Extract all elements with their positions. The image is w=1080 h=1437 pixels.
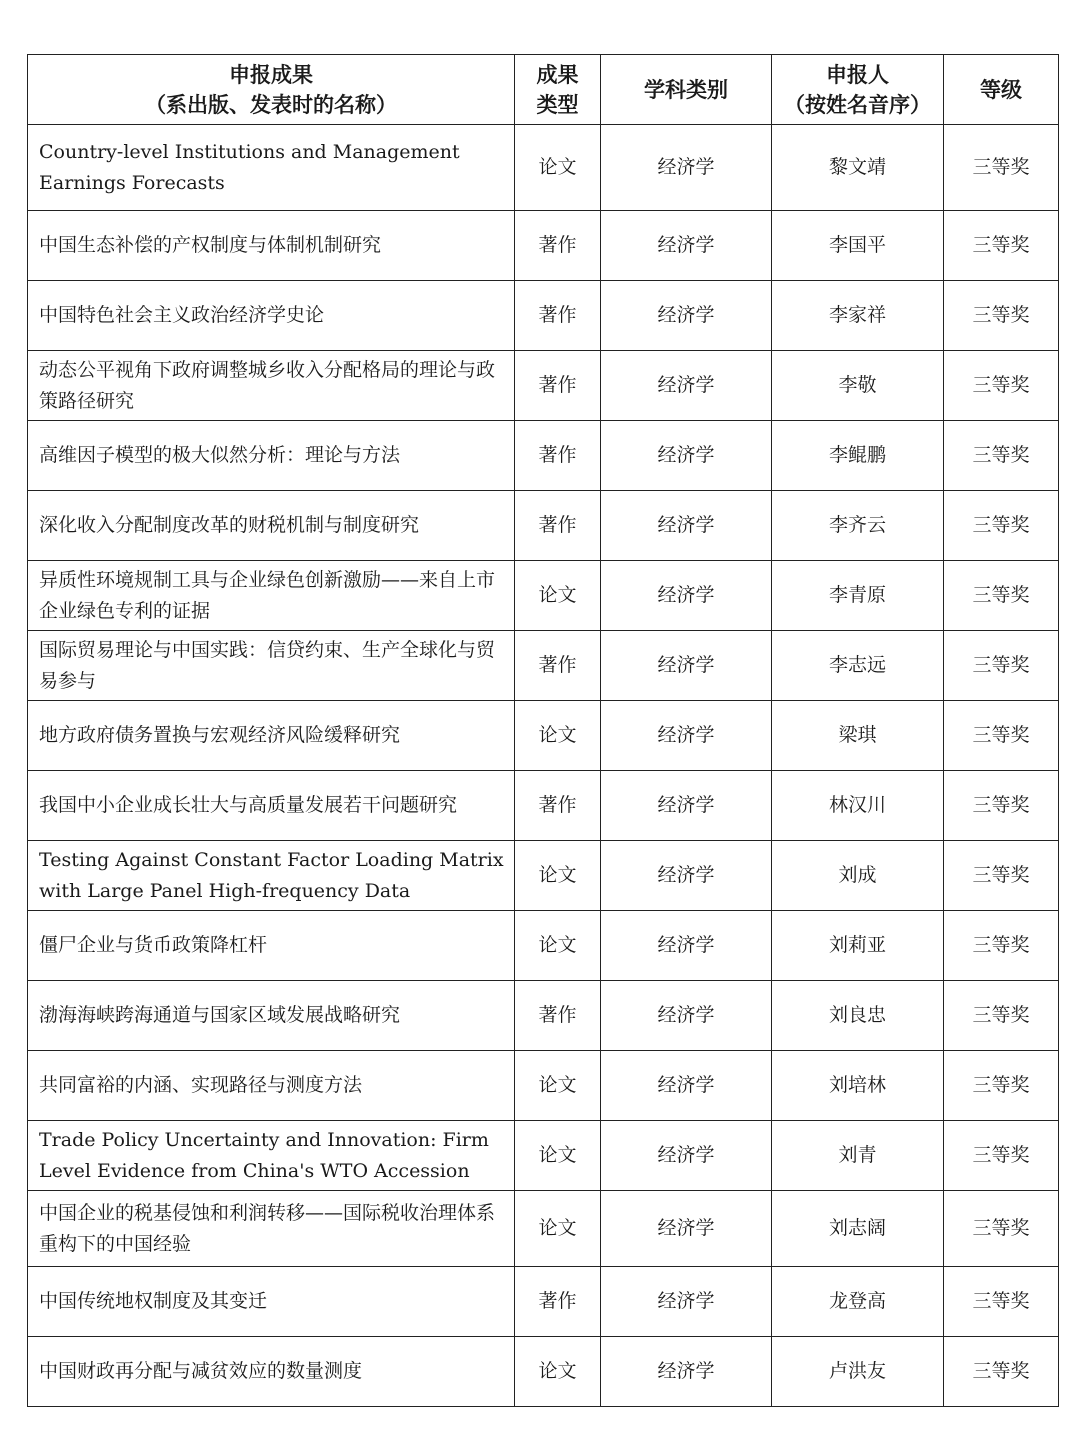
header-achievement-line1: 申报成果 xyxy=(229,61,313,87)
cell-title: 中国企业的税基侵蚀和利润转移——国际税收治理体系重构下的中国经验 xyxy=(28,1191,515,1267)
cell-grade: 三等奖 xyxy=(944,125,1059,211)
cell-discipline: 经济学 xyxy=(601,561,772,631)
table-row xyxy=(28,1267,1059,1337)
header-grade-line1: 等级 xyxy=(980,76,1022,102)
cell-applicant: 卢洪友 xyxy=(772,1337,944,1407)
awards-table xyxy=(27,54,1059,1407)
cell-discipline: 经济学 xyxy=(601,981,772,1051)
cell-grade: 三等奖 xyxy=(944,1121,1059,1191)
cell-type: 著作 xyxy=(515,351,601,421)
cell-type: 论文 xyxy=(515,561,601,631)
cell-grade: 三等奖 xyxy=(944,1191,1059,1267)
cell-discipline: 经济学 xyxy=(601,281,772,351)
table-row xyxy=(28,1337,1059,1407)
table-row xyxy=(28,421,1059,491)
cell-title: 渤海海峡跨海通道与国家区域发展战略研究 xyxy=(28,981,515,1051)
cell-type: 论文 xyxy=(515,1051,601,1121)
header-discipline-line1: 学科类别 xyxy=(644,76,728,102)
cell-applicant: 李青原 xyxy=(772,561,944,631)
cell-grade: 三等奖 xyxy=(944,631,1059,701)
cell-type: 著作 xyxy=(515,1267,601,1337)
cell-applicant: 李敬 xyxy=(772,351,944,421)
cell-title: 地方政府债务置换与宏观经济风险缓释研究 xyxy=(28,701,515,771)
cell-discipline: 经济学 xyxy=(601,421,772,491)
cell-discipline: 经济学 xyxy=(601,631,772,701)
cell-type: 论文 xyxy=(515,125,601,211)
header-type xyxy=(515,55,601,125)
cell-applicant: 林汉川 xyxy=(772,771,944,841)
cell-discipline: 经济学 xyxy=(601,351,772,421)
cell-type: 著作 xyxy=(515,491,601,561)
cell-title: 僵尸企业与货币政策降杠杆 xyxy=(28,911,515,981)
cell-applicant: 刘培林 xyxy=(772,1051,944,1121)
cell-type: 著作 xyxy=(515,631,601,701)
cell-applicant: 李家祥 xyxy=(772,281,944,351)
cell-discipline: 经济学 xyxy=(601,701,772,771)
cell-title: 中国特色社会主义政治经济学史论 xyxy=(28,281,515,351)
cell-applicant: 刘青 xyxy=(772,1121,944,1191)
table-row xyxy=(28,1051,1059,1121)
cell-applicant: 刘成 xyxy=(772,841,944,911)
cell-discipline: 经济学 xyxy=(601,771,772,841)
table-row xyxy=(28,491,1059,561)
table-row xyxy=(28,1191,1059,1267)
cell-applicant: 黎文靖 xyxy=(772,125,944,211)
cell-grade: 三等奖 xyxy=(944,211,1059,281)
cell-title: 异质性环境规制工具与企业绿色创新激励——来自上市企业绿色专利的证据 xyxy=(28,561,515,631)
cell-discipline: 经济学 xyxy=(601,1267,772,1337)
table-row xyxy=(28,771,1059,841)
cell-applicant: 李国平 xyxy=(772,211,944,281)
cell-discipline: 经济学 xyxy=(601,1051,772,1121)
cell-discipline: 经济学 xyxy=(601,1191,772,1267)
cell-discipline: 经济学 xyxy=(601,1121,772,1191)
cell-applicant: 李志远 xyxy=(772,631,944,701)
table-row xyxy=(28,1121,1059,1191)
table-row xyxy=(28,125,1059,211)
cell-discipline: 经济学 xyxy=(601,211,772,281)
cell-applicant: 刘莉亚 xyxy=(772,911,944,981)
cell-discipline: 经济学 xyxy=(601,841,772,911)
cell-type: 论文 xyxy=(515,911,601,981)
cell-discipline: 经济学 xyxy=(601,911,772,981)
cell-type: 著作 xyxy=(515,981,601,1051)
cell-grade: 三等奖 xyxy=(944,281,1059,351)
cell-applicant: 刘志阔 xyxy=(772,1191,944,1267)
header-type-line1: 成果 xyxy=(536,61,579,87)
header-applicant-line2: （按姓名音序） xyxy=(784,91,931,117)
cell-grade: 三等奖 xyxy=(944,701,1059,771)
cell-grade: 三等奖 xyxy=(944,1337,1059,1407)
cell-type: 论文 xyxy=(515,1337,601,1407)
cell-applicant: 龙登高 xyxy=(772,1267,944,1337)
cell-applicant: 李齐云 xyxy=(772,491,944,561)
cell-type: 论文 xyxy=(515,1191,601,1267)
cell-discipline: 经济学 xyxy=(601,491,772,561)
cell-grade: 三等奖 xyxy=(944,421,1059,491)
cell-grade: 三等奖 xyxy=(944,1051,1059,1121)
header-applicant xyxy=(772,55,944,125)
table-row xyxy=(28,911,1059,981)
header-achievement xyxy=(28,55,515,125)
cell-type: 著作 xyxy=(515,421,601,491)
cell-grade: 三等奖 xyxy=(944,981,1059,1051)
table-row xyxy=(28,631,1059,701)
cell-type: 著作 xyxy=(515,771,601,841)
cell-type: 论文 xyxy=(515,841,601,911)
table-row xyxy=(28,701,1059,771)
cell-grade: 三等奖 xyxy=(944,561,1059,631)
header-applicant-line1: 申报人 xyxy=(826,61,889,87)
header-discipline xyxy=(601,55,772,125)
cell-title: 动态公平视角下政府调整城乡收入分配格局的理论与政策路径研究 xyxy=(28,351,515,421)
cell-applicant: 梁琪 xyxy=(772,701,944,771)
table-row xyxy=(28,351,1059,421)
cell-applicant: 刘良忠 xyxy=(772,981,944,1051)
table-row xyxy=(28,841,1059,911)
header-grade xyxy=(944,55,1059,125)
cell-applicant: 李鲲鹏 xyxy=(772,421,944,491)
cell-discipline: 经济学 xyxy=(601,1337,772,1407)
cell-title: 高维因子模型的极大似然分析：理论与方法 xyxy=(28,421,515,491)
cell-title: Testing Against Constant Factor Loading Matrix with Large Panel High-frequency Data xyxy=(28,841,515,911)
cell-title: 中国财政再分配与减贫效应的数量测度 xyxy=(28,1337,515,1407)
table-row xyxy=(28,981,1059,1051)
cell-title: 中国传统地权制度及其变迁 xyxy=(28,1267,515,1337)
cell-title: 我国中小企业成长壮大与高质量发展若干问题研究 xyxy=(28,771,515,841)
cell-title: Country-level Institutions and Management Earnings Forecasts xyxy=(28,125,515,211)
cell-title: 共同富裕的内涵、实现路径与测度方法 xyxy=(28,1051,515,1121)
cell-title: Trade Policy Uncertainty and Innovation: Firm Level Evidence from China's WTO Accession xyxy=(28,1121,515,1191)
cell-grade: 三等奖 xyxy=(944,1267,1059,1337)
cell-title: 国际贸易理论与中国实践：信贷约束、生产全球化与贸易参与 xyxy=(28,631,515,701)
cell-discipline: 经济学 xyxy=(601,125,772,211)
cell-grade: 三等奖 xyxy=(944,841,1059,911)
cell-type: 论文 xyxy=(515,1121,601,1191)
header-row xyxy=(28,55,1059,125)
cell-grade: 三等奖 xyxy=(944,911,1059,981)
table-row xyxy=(28,281,1059,351)
cell-type: 论文 xyxy=(515,701,601,771)
header-achievement-line2: （系出版、发表时的名称） xyxy=(145,91,397,117)
header-type-line2: 类型 xyxy=(536,91,579,117)
cell-grade: 三等奖 xyxy=(944,491,1059,561)
cell-type: 著作 xyxy=(515,211,601,281)
table-row xyxy=(28,561,1059,631)
cell-grade: 三等奖 xyxy=(944,351,1059,421)
cell-title: 深化收入分配制度改革的财税机制与制度研究 xyxy=(28,491,515,561)
cell-title: 中国生态补偿的产权制度与体制机制研究 xyxy=(28,211,515,281)
table-row xyxy=(28,211,1059,281)
cell-type: 著作 xyxy=(515,281,601,351)
cell-grade: 三等奖 xyxy=(944,771,1059,841)
